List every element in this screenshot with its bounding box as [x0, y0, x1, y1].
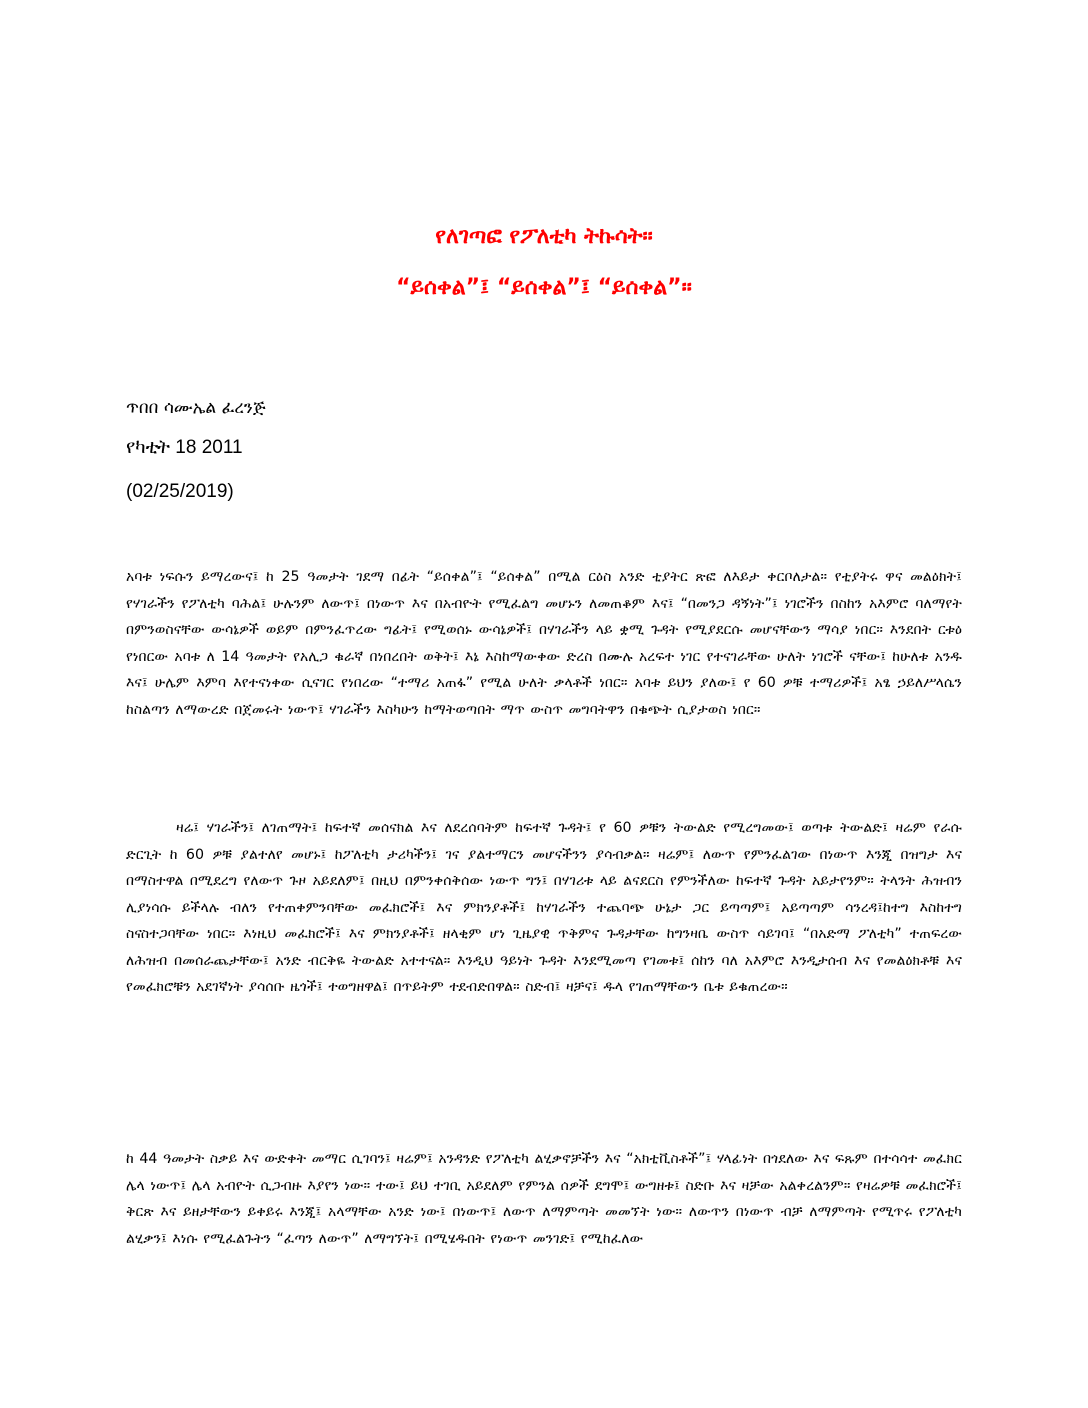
author-name: ጥበበ ሳሙኤል ፈረንጅ — [126, 398, 266, 418]
body-paragraph-1: አባቱ ነፍሱን ይማረውና፤ ከ 25 ዓመታት ገደማ በፊት “ይሰቀል”፤ “ይሰቀል” በሚል ርዕስ አንድ ቲያትር ጽፎ ለእይታ ቀርቦለታል። የቲያትሩ ዋና መልዕክት፤ የሃገራችን የፖለቲካ ባሕል፤ ሁሉንም ለውጥ፤ በነውጥ እና በአብዮት የሚፈልግ መሆኑን ለመጠቆም እና፤ “በመንጋ ዳኝነት”፤ ነገሮችን በስከን አእምሮ ባለማየት በምንወስናቸው ውሳኔዎች ወይም በምንፈጥረው ግፊት፤ የሚወሰኑ ውሳኔዎች፤ በሃገራችን ላይ ቋሚ ጉዳት የሚያደርሱ መሆናቸውን ማሳያ ነበር። እንደበት ርቱዕ የነበርው አባቱ ለ 14 ዓመታት የአሊጋ ቁራኛ በነበረበት ወቅት፤ እኔ እስከማውቀው ድረስ በሙሉ አረፍተ ነገር የተናገራቸው ሁለት ነገሮች ናቸው፤ ከሁለቱ አንዱ እና፤ ሁሌም እምባ እየተናነቀው ሲናገር የነበረው “ተማሪ አጠፋ” የሚል ሁለት ቃላቶች ነበር። አባቱ ይህን ያለው፤ የ 60 ዎቹ ተማሪዎች፤ አፄ ኃይለሥላሴን ከስልጣን ለማውረድ በጀመሩት ነውጥ፤ ሃገራችን እስካሁን ከማትወጣበት ማጥ ውስጥ መግባትዋን በቁጭት ሲያታወስ ነበር። — [126, 569, 962, 718]
document-subtitle: “ይሰቀል”፤ “ይሰቀል”፤ “ይሰቀል”። — [396, 275, 692, 300]
body-paragraph-3: ከ 44 ዓመታት ስቃይ እና ውድቀት መማር ሲገባን፤ ዛሬም፤ አንዳንድ የፖለቲካ ልሂቃኖቻችን እና “አክቲቪስቶች”፤ ሃላፊነት በጎደለው እና ፍጹም በተሳሳተ መፈክር ሌላ ነውጥ፤ ሌላ አብዮት ሲጋብዙ እያየን ነው። ተው፤ ይህ ተገቢ አይደለም የምንል ሰዎች ደግሞ፤ ውግዘቱ፤ ስድቡ እና ዛቻው አልቀረልንም። የዛሬዎቹ መፈክሮች፤ ቅርጽ እና ይዘታቸውን ይቀይሩ እንጂ፤ አላማቸው አንድ ነው፤ በነውጥ፤ ለውጥ ለማምጣት መመኘት ነው። ለውጥን በነውጥ ብቻ ለማምጣት የሚጥሩ የፖለቲካ ልሂቃን፤ እነሱ የሚፈልጉትን “ፈጣን ለውጥ” ለማግኘት፤ በሚሄዱበት የነውጥ መንገድ፤ የሚከፈለው — [126, 1151, 962, 1247]
body-paragraph-2: ዛሬ፤ ሃገራችን፤ ለገጠማት፤ ከፍተኛ መሰናክል እና ለደረሰባትም ከፍተኛ ጉዳት፤ የ 60 ዎቹን ትውልድ የሚረግመው፤ ወጣቱ ትውልድ፤ ዛሬም የራሱ ድርጊት ከ 60 ዎቹ ያልተለየ መሆኑ፤ ከፖለቲካ ታሪካችን፤ ገና ያልተማርን መሆናችንን ያሳብቃል። ዛሬም፤ ለውጥ የምንፈልገው በነውጥ እንጂ በዝግታ እና በማስተዋል በሚደረግ የለውጥ ጉዞ አይደለም፤ በዚህ በምንቀሰቅሰው ነውጥ ግን፤ በሃገሪቱ ላይ ልናደርስ የምንችለው ከፍተኛ ጉዳት አይታየንም። ትላንት ሕዝብን ሊያነሳሱ ይችላሉ ብለን የተጠቀምንባቸው መፈክሮች፤ እና ምክንያቶች፤ ከሃገራችን ተጨባጭ ሁኔታ ጋር ይጣጣም፤ አይጣጣም ሳንረዳ፤ከተግ እስከተግ ስናስተጋባቸው ነበር። እነዚህ መፈክሮች፤ እና ምክንያቶች፤ ዘላቂም ሆነ ጊዜያዊ ጥቅምና ጉዳታቸው ከግንዛቤ ውስጥ ሳይገባ፤ “በአድማ ፖለቲካ” ተጠፍረው ለሕዝብ በመሰራጨታቸው፤ አንድ ብርቅዬ ትውልድ አተተናል። እንዲህ ዓይነት ጉዳት እንደሚመጣ የገመቱ፤ ሰከን ባለ አእምሮ እንዲታሰብ እና የመልዕክቶቹ እና የመፈክሮቹን አደገኛነት ያሳሰቡ ዜጎች፤ ተወግዘዋል፤ በጥይትም ተደብድበዋል። ስድብ፤ ዛቻና፤ ዱላ የገጠማቸውን ቤቱ ይቁጠረው። — [126, 820, 962, 995]
gregorian-date: (02/25/2019) — [126, 481, 234, 502]
ethiopian-date: የካቲት 18 2011 — [126, 437, 243, 458]
document-title: የለገጣፎ የፖለቲካ ትኩሳት። — [435, 224, 653, 249]
